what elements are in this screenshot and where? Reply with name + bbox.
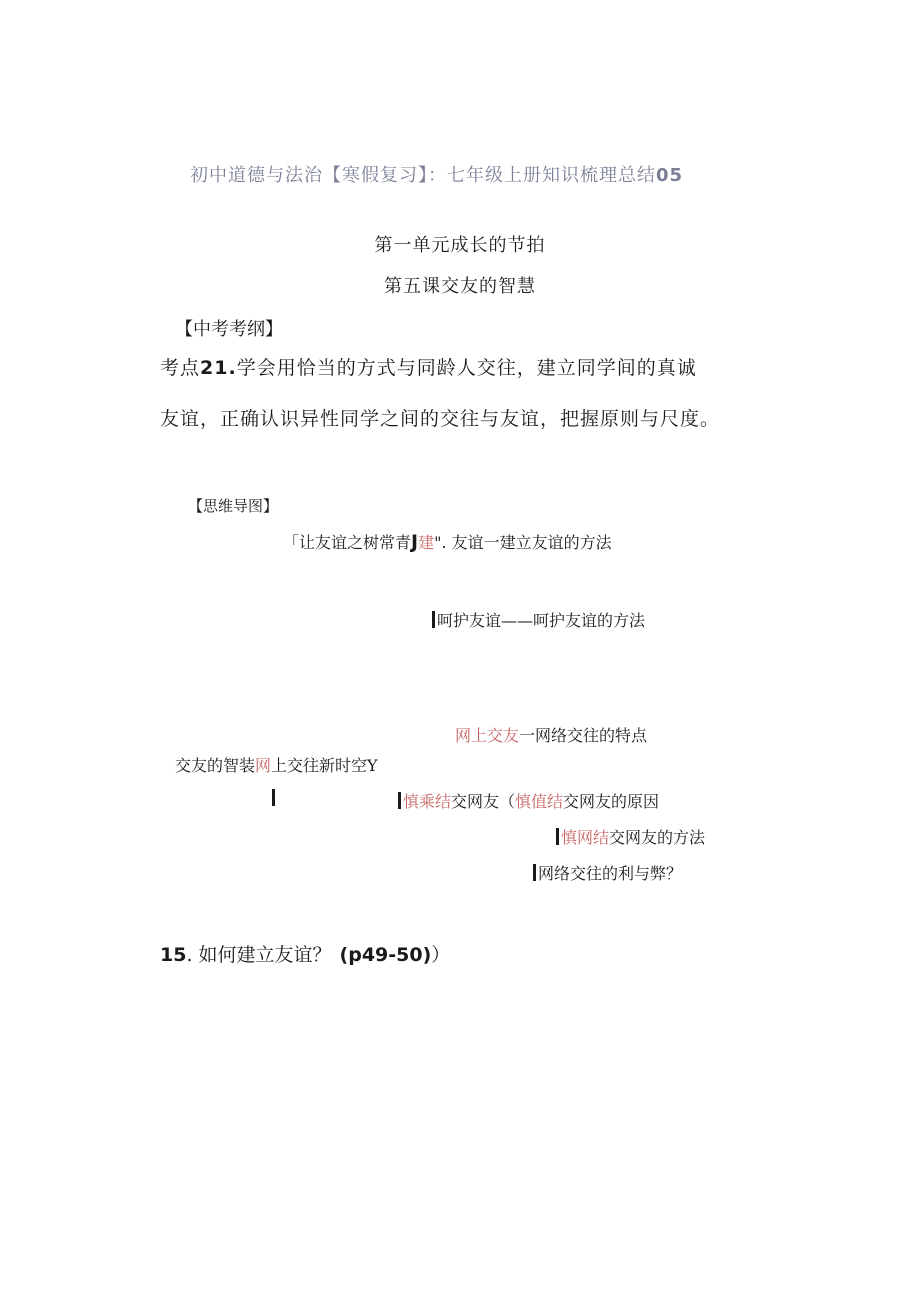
branch-bar bbox=[272, 789, 277, 808]
node-text: 交网友的方法 bbox=[609, 828, 706, 847]
node-highlight: 建 bbox=[418, 533, 435, 552]
mindmap-root bbox=[175, 753, 378, 776]
page-ref: (p49-50) bbox=[339, 944, 432, 966]
question-text: . 如何建立友谊？ bbox=[186, 944, 332, 966]
mindmap-node-build-friendship bbox=[283, 530, 612, 553]
branch-bar bbox=[398, 792, 401, 809]
exam-point-prefix: 考点 bbox=[160, 357, 201, 379]
syllabus-heading: 【中考考纲】 bbox=[175, 319, 283, 340]
syllabus-text-1: 学会用恰当的方式与同龄人交往，建立同学间的真诚 bbox=[236, 357, 697, 379]
title-number: 05 bbox=[656, 165, 684, 186]
mindmap-node-careful-reasons bbox=[398, 789, 659, 812]
node-text: 「让友谊之树常青 bbox=[283, 533, 412, 552]
syllabus-line-2: 友谊，正确认识异性同学之间的交往与友谊，把握原则与尺度。 bbox=[160, 408, 721, 430]
mindmap-heading: 【思维导图】 bbox=[188, 497, 279, 515]
question-number: 15 bbox=[160, 944, 187, 966]
syllabus-line-1 bbox=[160, 353, 697, 380]
question-close: ） bbox=[431, 944, 451, 966]
node-text: 网络交往的利与弊？ bbox=[538, 864, 683, 883]
unit-heading: 第一单元成长的节拍 bbox=[374, 235, 546, 256]
node-text: 一网络交往的特点 bbox=[519, 726, 648, 745]
node-text: 交网友（ bbox=[451, 792, 516, 811]
node-highlight: 慎网结 bbox=[561, 828, 610, 847]
branch-bar bbox=[432, 611, 435, 628]
mindmap-node-online-friends bbox=[455, 723, 647, 746]
branch-bar bbox=[556, 828, 559, 845]
mindmap-node-protect-friendship bbox=[432, 608, 645, 631]
exam-point-number: 21. bbox=[200, 357, 237, 379]
node-text: 交网友的原因 bbox=[563, 792, 660, 811]
branch-bar bbox=[533, 864, 536, 881]
node-highlight: 慎乘结 bbox=[403, 792, 452, 811]
node-glyph: J bbox=[411, 531, 419, 553]
lesson-heading: 第五课交友的智慧 bbox=[384, 276, 536, 297]
node-text: 上交往新时空Y bbox=[271, 756, 378, 775]
node-text: 交友的智装 bbox=[175, 756, 256, 775]
question-15 bbox=[160, 940, 450, 967]
document-title bbox=[190, 161, 683, 187]
node-text: ". 友谊一建立友谊的方法 bbox=[434, 533, 612, 552]
node-highlight: 慎值结 bbox=[515, 792, 564, 811]
mindmap-node-pros-cons bbox=[533, 861, 682, 884]
node-text: 呵护友谊——呵护友谊的方法 bbox=[437, 611, 646, 630]
mindmap-node-careful-methods bbox=[556, 825, 705, 848]
node-highlight: 网上交友 bbox=[455, 726, 520, 745]
node-highlight: 网 bbox=[255, 756, 272, 775]
title-text: 初中道德与法治【寒假复习】：七年级上册知识梳理总结 bbox=[190, 165, 656, 186]
